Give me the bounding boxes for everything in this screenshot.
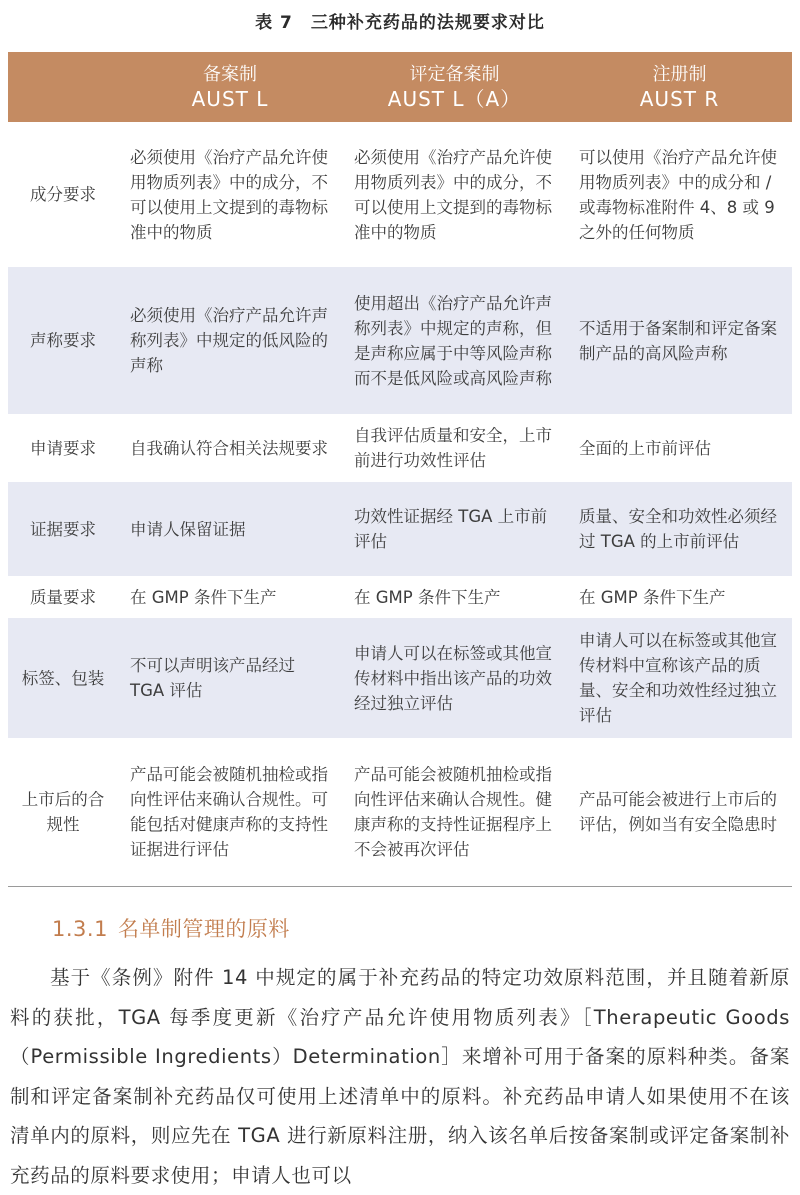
header-name: 评定备案制: [409, 64, 500, 85]
table-cell: 必须使用《治疗产品允许声称列表》中规定的低风险的声称: [118, 267, 342, 414]
table-cell: 申请人保留证据: [118, 482, 342, 576]
table-caption-title: 三种补充药品的法规要求对比: [310, 13, 545, 33]
table-cell: 产品可能会被进行上市后的评估，例如当有安全隐患时: [567, 738, 792, 886]
section-heading: [52, 913, 290, 943]
header-name: 备案制: [203, 64, 257, 85]
table-cell: 全面的上市前评估: [567, 414, 792, 482]
table-row: [8, 618, 792, 738]
table-cell: 申请人可以在标签或其他宣传材料中宣称该产品的质量、安全和功效性经过独立评估: [567, 618, 792, 738]
table-cell: 在 GMP 条件下生产: [118, 576, 342, 618]
header-cell-listed: [118, 52, 342, 122]
row-label: 质量要求: [8, 576, 118, 618]
table-caption-label: 表 7: [255, 13, 293, 33]
table-cell: 在 GMP 条件下生产: [567, 576, 792, 618]
table-row: [8, 122, 792, 267]
table-cell: 必须使用《治疗产品允许使用物质列表》中的成分，不可以使用上文提到的毒物标准中的物质: [118, 122, 342, 267]
table-row: [8, 482, 792, 576]
row-label: 声称要求: [8, 267, 118, 414]
header-code: AUST L: [191, 87, 269, 111]
table-cell: 申请人可以在标签或其他宣传材料中指出该产品的功效经过独立评估: [342, 618, 567, 738]
body-paragraph: 基于《条例》附件 14 中规定的属于补充药品的特定功效原料范围，并且随着新原料的获批，TGA 每季度更新《治疗产品允许使用物质列表》［Therapeutic Goods（Permissible Ingredients）Determination］来增补可用于备案的原料种类。备案制和评定备案制补充药品仅可使用上述清单中的原料。补充药品申请人如果使用不在该清单内的原料，则应先在 TGA 进行新原料注册，纳入该名单后按备案制或评定备案制补充药品的原料要求使用；申请人也可以: [10, 966, 790, 1187]
table-cell: 功效性证据经 TGA 上市前评估: [342, 482, 567, 576]
header-cell-registered: [567, 52, 792, 122]
header-code: AUST R: [639, 87, 720, 111]
table-row: [8, 414, 792, 482]
table-cell: 不适用于备案制和评定备案制产品的高风险声称: [567, 267, 792, 414]
table-cell: 使用超出《治疗产品允许声称列表》中规定的声称，但是声称应属于中等风险声称而不是低风险或高风险声称: [342, 267, 567, 414]
table-cell: 产品可能会被随机抽检或指向性评估来确认合规性。健康声称的支持性证据程序上不会被再次评估: [342, 738, 567, 886]
table-body: [8, 122, 792, 886]
row-label: 证据要求: [8, 482, 118, 576]
row-label: 申请要求: [8, 414, 118, 482]
comparison-table: [8, 52, 792, 887]
table-cell: 必须使用《治疗产品允许使用物质列表》中的成分，不可以使用上文提到的毒物标准中的物质: [342, 122, 567, 267]
table-row: [8, 576, 792, 618]
header-cell-assessed-listed: [342, 52, 567, 122]
row-label: 上市后的合规性: [8, 738, 118, 886]
table-row: [8, 738, 792, 886]
header-code: AUST L（A）: [387, 87, 522, 111]
row-label: 成分要求: [8, 122, 118, 267]
table-cell: 产品可能会被随机抽检或指向性评估来确认合规性。可能包括对健康声称的支持性证据进行评估: [118, 738, 342, 886]
row-label: 标签、包装: [8, 618, 118, 738]
table-cell: 自我确认符合相关法规要求: [118, 414, 342, 482]
table-cell: 不可以声明该产品经过 TGA 评估: [118, 618, 342, 738]
table-row: [8, 267, 792, 414]
section-number: 1.3.1: [52, 917, 108, 941]
header-row: [8, 52, 792, 122]
table-caption: [0, 8, 800, 33]
header-cell-blank: [8, 52, 118, 122]
table-cell: 质量、安全和功效性必须经过 TGA 的上市前评估: [567, 482, 792, 576]
section-title: 名单制管理的原料: [117, 917, 290, 941]
header-name: 注册制: [652, 64, 707, 85]
table-cell: 在 GMP 条件下生产: [342, 576, 567, 618]
table-cell: 自我评估质量和安全，上市前进行功效性评估: [342, 414, 567, 482]
table-header: [8, 52, 792, 122]
table-cell: 可以使用《治疗产品允许使用物质列表》中的成分和 / 或毒物标准附件 4、8 或 9 之外的任何物质: [567, 122, 792, 267]
